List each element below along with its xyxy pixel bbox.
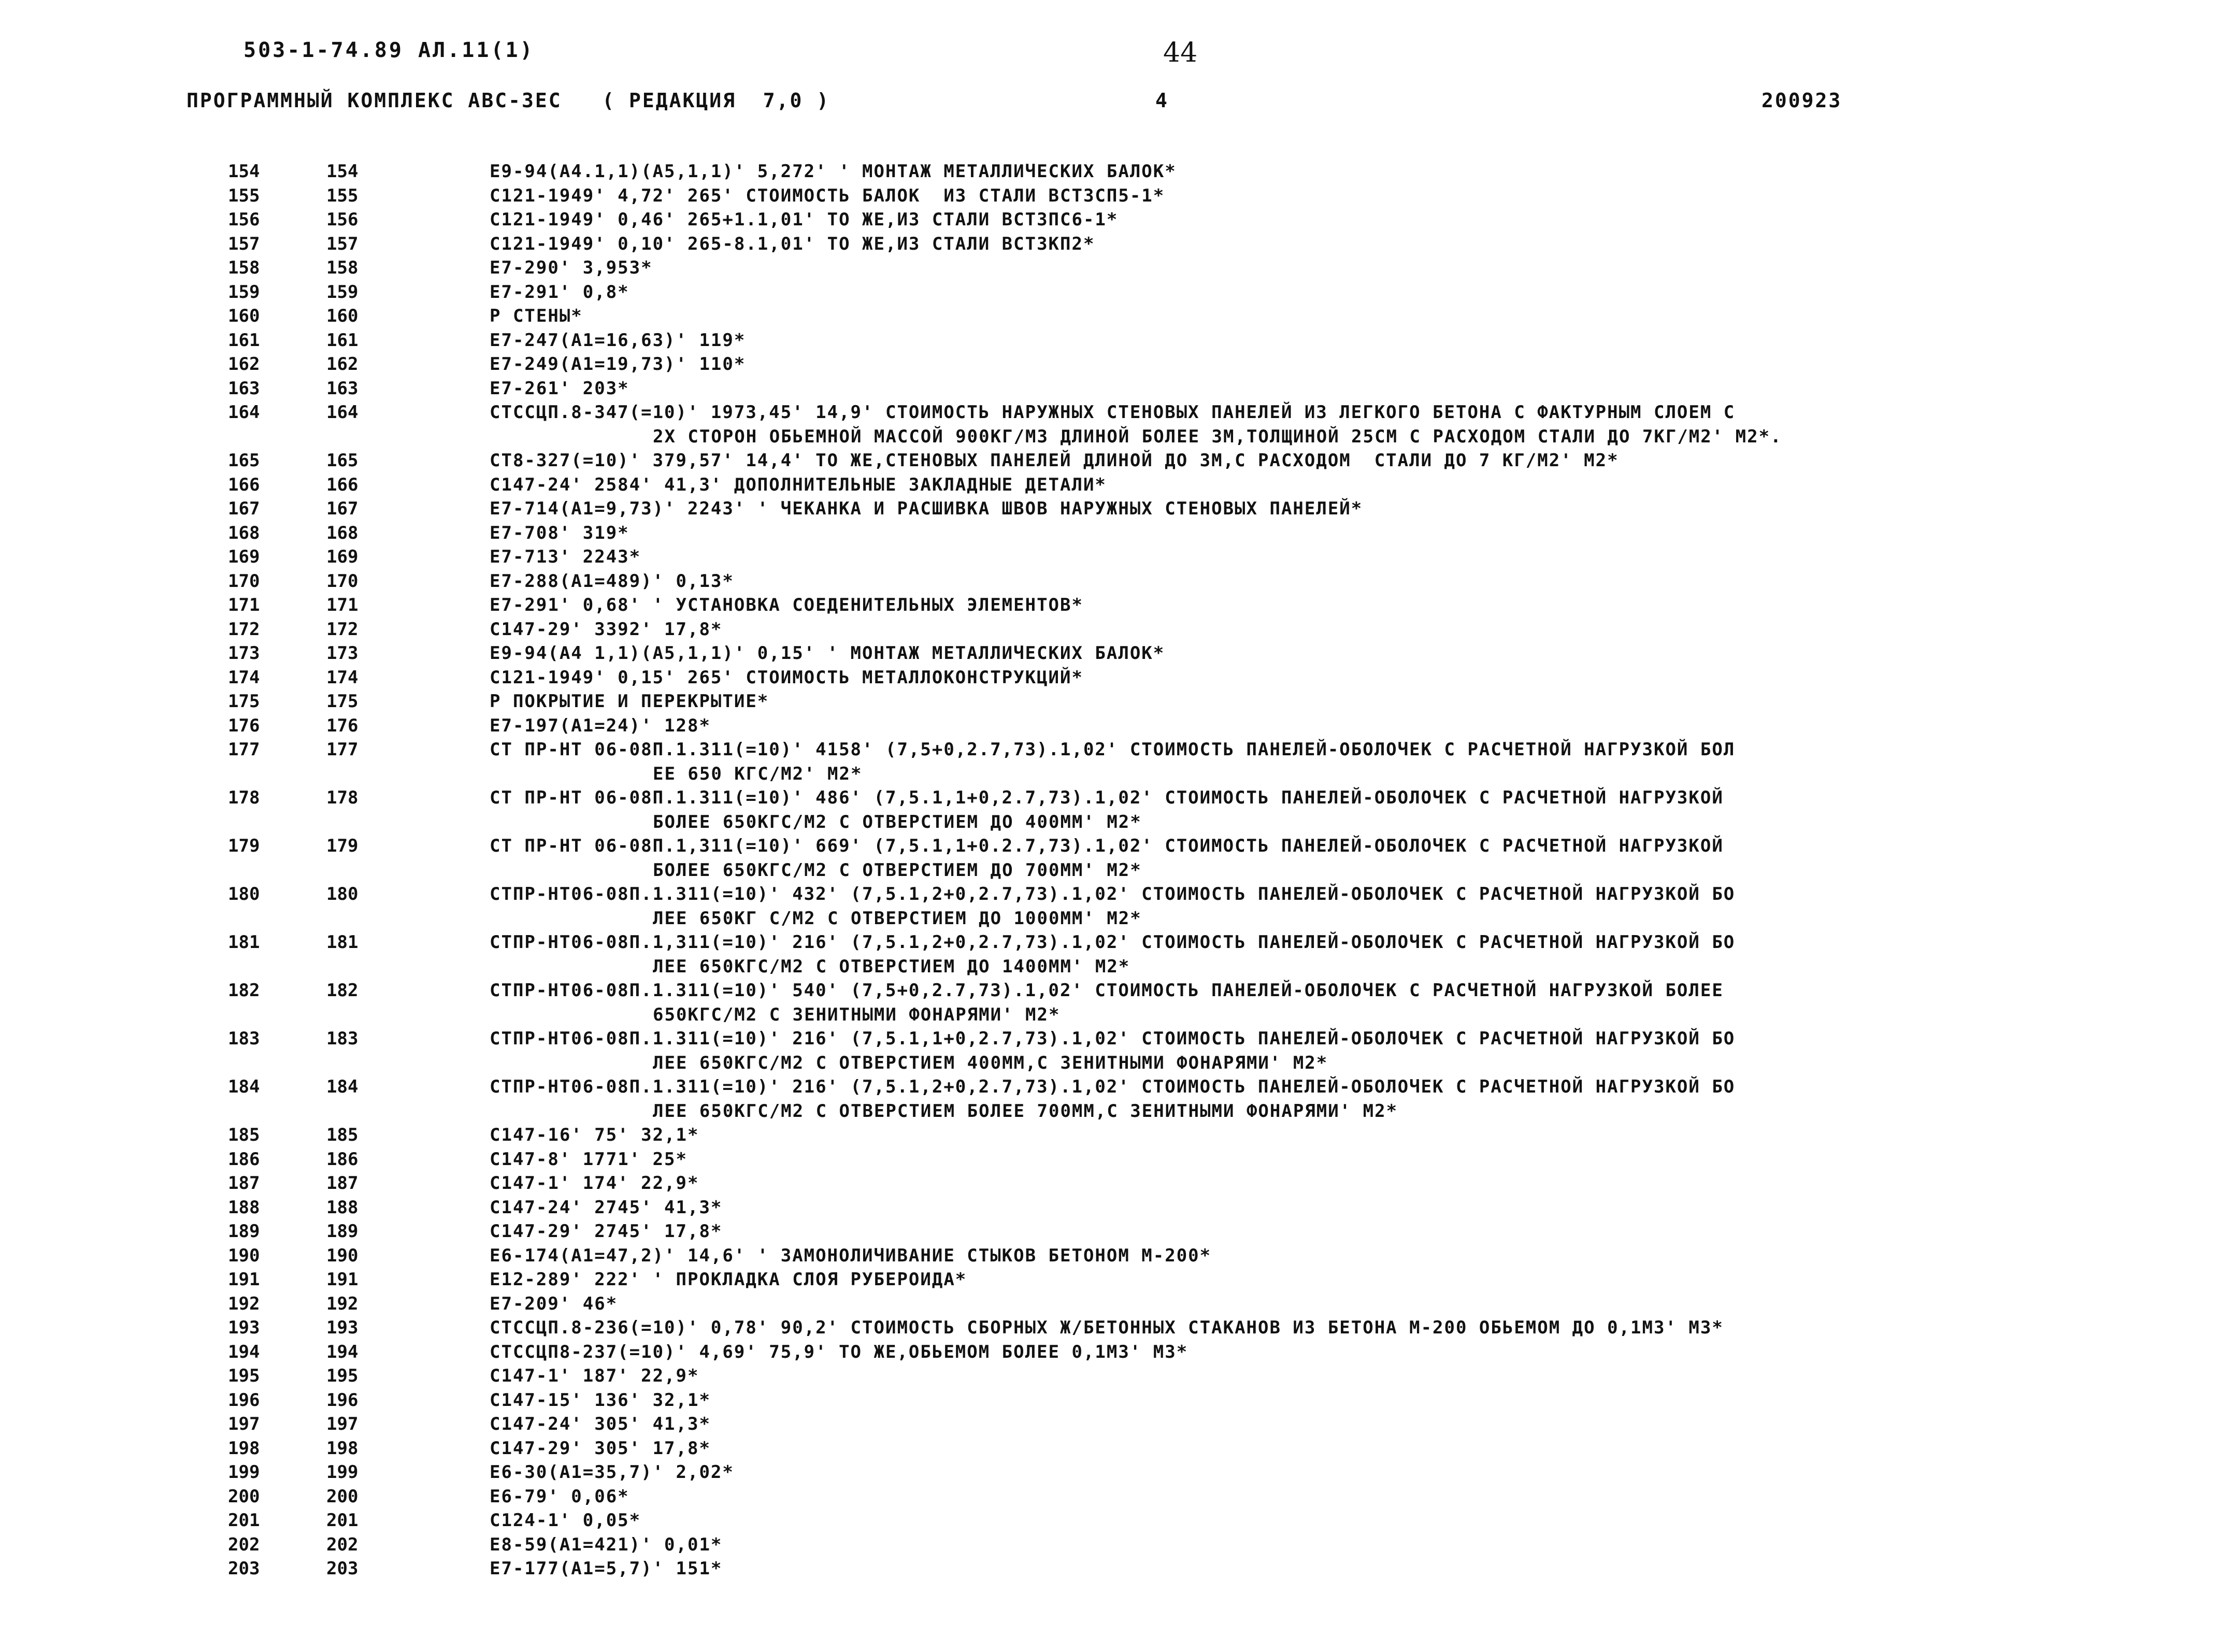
line-number: 166	[228, 474, 260, 495]
record-number: 199	[326, 1462, 359, 1483]
record-number: 181	[326, 932, 359, 953]
record-number: 193	[326, 1317, 359, 1338]
listing-row	[228, 930, 2103, 979]
record-text: Е7-713' 2243*	[490, 547, 641, 567]
line-number: 161	[228, 329, 260, 351]
listing-row	[228, 1292, 2103, 1316]
record-text: Р СТЕНЫ*	[490, 306, 583, 326]
record-number: 195	[326, 1366, 359, 1386]
listing-row	[228, 1485, 2103, 1509]
line-number: 191	[228, 1269, 260, 1290]
record-text: Е7-288(А1=489)' 0,13*	[490, 570, 734, 592]
document-code: 503-1-74.89 АЛ.11(1)	[244, 38, 535, 62]
line-number: 182	[228, 980, 260, 1001]
line-number: 157	[228, 233, 260, 254]
listing-row	[228, 714, 2103, 738]
record-number: 155	[326, 185, 359, 206]
line-number: 194	[228, 1341, 260, 1362]
record-text: СТПР-НТ06-08П.1,311(=10)' 216' (7,5.1,2+0,2.7,73).1,02' СТОИМОСТЬ ПАНЕЛЕЙ-ОБОЛОЧЕК С РАСЧЕТНОЙ НАГРУЗКОЙ БО	[490, 932, 1736, 953]
listing-row	[228, 1364, 2103, 1388]
listing-row	[228, 641, 2103, 666]
listing-row	[228, 1244, 2103, 1268]
record-number: 165	[326, 450, 359, 471]
record-text: СТПР-НТ06-08П.1.311(=10)' 540' (7,5+0,2.7,73).1,02' СТОИМОСТЬ ПАНЕЛЕЙ-ОБОЛОЧЕК С РАСЧЕТНОЙ НАГРУЗКОЙ БОЛЕЕ	[490, 980, 1724, 1001]
record-text: Е8-59(А1=421)' 0,01*	[490, 1534, 723, 1555]
listing-row	[228, 1412, 2103, 1436]
line-number: 185	[228, 1125, 260, 1145]
record-number: 201	[326, 1510, 359, 1531]
record-text-continuation: ЛЕЕ 650КГС/М2 С ОТВЕРСТИЕМ ДО 1400ММ' М2*	[653, 956, 1130, 977]
listing-row	[228, 1075, 2103, 1123]
record-text: СТПР-НТ06-08П.1.311(=10)' 216' (7,5.1,1+0,2.7,73).1,02' СТОИМОСТЬ ПАНЕЛЕЙ-ОБОЛОЧЕК С РАСЧЕТНОЙ НАГРУЗКОЙ БО	[490, 1028, 1736, 1049]
line-number: 181	[228, 932, 260, 953]
listing	[228, 160, 2103, 1581]
record-text: С147-15' 136' 32,1*	[490, 1389, 711, 1411]
record-number: 161	[326, 329, 359, 351]
record-number: 157	[326, 233, 359, 254]
record-number: 160	[326, 306, 359, 326]
record-text: С147-1' 187' 22,9*	[490, 1366, 699, 1386]
record-number: 197	[326, 1414, 359, 1434]
record-number: 194	[326, 1341, 359, 1362]
record-text: Е9-94(А4 1,1)(А5,1,1)' 0,15' ' МОНТАЖ МЕТАЛЛИЧЕСКИХ БАЛОК*	[490, 643, 1165, 664]
sheet-number: 4	[1155, 89, 1167, 112]
record-text: С121-1949' 0,46' 265+1.1,01' ТО ЖЕ,ИЗ СТАЛИ ВСТ3ПС6-1*	[490, 209, 1119, 230]
listing-row	[228, 689, 2103, 714]
record-number: 168	[326, 522, 359, 543]
line-number: 163	[228, 378, 260, 399]
record-number: 186	[326, 1148, 359, 1170]
record-text-continuation: БОЛЕЕ 650КГС/М2 С ОТВЕРСТИЕМ ДО 700ММ' М2*	[653, 859, 1142, 881]
listing-row	[228, 593, 2103, 617]
listing-row	[228, 1147, 2103, 1172]
record-text: СТ ПР-НТ 06-08П.1.311(=10)' 4158' (7,5+0,2.7,73).1,02' СТОИМОСТЬ ПАНЕЛЕЙ-ОБОЛОЧЕК С РАСЧЕТНОЙ НАГРУЗКОЙ БОЛ	[490, 739, 1736, 760]
listing-row	[228, 979, 2103, 1027]
listing-row	[228, 208, 2103, 232]
listing-row	[228, 352, 2103, 377]
line-number: 154	[228, 161, 260, 182]
line-number: 178	[228, 787, 260, 808]
line-number: 169	[228, 547, 260, 567]
line-number: 200	[228, 1486, 260, 1507]
line-number: 156	[228, 209, 260, 230]
listing-row	[228, 1388, 2103, 1413]
listing-row	[228, 473, 2103, 497]
record-number: 203	[326, 1558, 359, 1579]
listing-row	[228, 617, 2103, 642]
listing-row	[228, 497, 2103, 521]
record-text: СТ8-327(=10)' 379,57' 14,4' ТО ЖЕ,СТЕНОВЫХ ПАНЕЛЕЙ ДЛИНОЙ ДО 3М,С РАСХОДОМ СТАЛИ ДО 7 КГ/М2' М2*	[490, 450, 1619, 471]
line-number: 188	[228, 1197, 260, 1218]
record-number: 179	[326, 836, 359, 856]
record-number: 200	[326, 1486, 359, 1507]
line-number: 158	[228, 257, 260, 278]
record-text: Е7-197(А1=24)' 128*	[490, 715, 711, 736]
line-number: 195	[228, 1366, 260, 1386]
record-text: С147-8' 1771' 25*	[490, 1148, 688, 1170]
listing-row	[228, 1533, 2103, 1557]
record-number: 198	[326, 1438, 359, 1459]
record-text-continuation: ЕЕ 650 КГС/М2' М2*	[653, 763, 863, 784]
listing-row	[228, 786, 2103, 834]
record-text: Е7-249(А1=19,73)' 110*	[490, 354, 746, 375]
record-number: 166	[326, 474, 359, 495]
record-number: 202	[326, 1534, 359, 1555]
record-number: 187	[326, 1173, 359, 1194]
record-text-continuation: 650КГС/М2 С ЗЕНИТНЫМИ ФОНАРЯМИ' М2*	[653, 1004, 1061, 1025]
record-text: СТ ПР-НТ 06-08П.1.311(=10)' 486' (7,5.1,1+0,2.7,73).1,02' СТОИМОСТЬ ПАНЕЛЕЙ-ОБОЛОЧЕК С РАСЧЕТНОЙ НАГРУЗКОЙ	[490, 787, 1724, 808]
line-number: 202	[228, 1534, 260, 1555]
line-number: 193	[228, 1317, 260, 1338]
record-number: 173	[326, 643, 359, 664]
record-number: 189	[326, 1221, 359, 1242]
listing-row	[228, 304, 2103, 328]
listing-row	[228, 1557, 2103, 1581]
listing-row	[228, 1268, 2103, 1292]
line-number: 174	[228, 667, 260, 688]
listing-row	[228, 569, 2103, 594]
record-text: Е9-94(А4.1,1)(А5,1,1)' 5,272' ' МОНТАЖ МЕТАЛЛИЧЕСКИХ БАЛОК*	[490, 161, 1177, 182]
record-text: С147-24' 305' 41,3*	[490, 1414, 711, 1434]
listing-row	[228, 738, 2103, 786]
record-text: СТ ПР-НТ 06-08П.1,311(=10)' 669' (7,5.1,1+0.2.7,73).1,02' СТОИМОСТЬ ПАНЕЛЕЙ-ОБОЛОЧЕК С РАСЧЕТНОЙ НАГРУЗКОЙ	[490, 836, 1724, 856]
record-number: 184	[326, 1076, 359, 1097]
record-text: СТССЦП8-237(=10)' 4,69' 75,9' ТО ЖЕ,ОБЬЕМОМ БОЛЕЕ 0,1М3' М3*	[490, 1341, 1188, 1362]
listing-row	[228, 184, 2103, 208]
record-text: Е7-261' 203*	[490, 378, 629, 399]
record-text: С147-24' 2745' 41,3*	[490, 1197, 723, 1218]
program-title: ПРОГРАММНЫЙ КОМПЛЕКС АВС-3ЕС ( РЕДАКЦИЯ 7,0 )	[187, 89, 830, 112]
line-number: 190	[228, 1245, 260, 1266]
record-text: Е6-174(А1=47,2)' 14,6' ' ЗАМОНОЛИЧИВАНИЕ СТЫКОВ БЕТОНОМ М-200*	[490, 1245, 1212, 1266]
record-number: 182	[326, 980, 359, 1001]
record-text: Е6-79' 0,06*	[490, 1486, 629, 1507]
listing-row	[228, 377, 2103, 401]
record-text-continuation: 2Х СТОРОН ОБЬЕМНОЙ МАССОЙ 900КГ/М3 ДЛИНОЙ БОЛЕЕ 3М,ТОЛЩИНОЙ 25СМ С РАСХОДОМ СТАЛИ ДО 7КГ/М2' М2*.	[653, 426, 1782, 447]
record-number: 162	[326, 354, 359, 375]
record-text: Е6-30(А1=35,7)' 2,02*	[490, 1462, 734, 1483]
line-number: 199	[228, 1462, 260, 1483]
record-number: 191	[326, 1269, 359, 1290]
record-number: 154	[326, 161, 359, 182]
listing-row	[228, 545, 2103, 569]
line-number: 198	[228, 1438, 260, 1459]
line-number: 179	[228, 836, 260, 856]
record-text: СТССЦП.8-347(=10)' 1973,45' 14,9' СТОИМОСТЬ НАРУЖНЫХ СТЕНОВЫХ ПАНЕЛЕЙ ИЗ ЛЕГКОГО БЕТОНА С ФАКТУРНЫМ СЛОЕМ С	[490, 402, 1736, 423]
record-number: 164	[326, 402, 359, 423]
record-number: 183	[326, 1028, 359, 1049]
listing-row	[228, 1171, 2103, 1196]
record-text: Е12-289' 222' ' ПРОКЛАДКА СЛОЯ РУБЕРОИДА*	[490, 1269, 967, 1290]
line-number: 192	[228, 1293, 260, 1314]
listing-row	[228, 1219, 2103, 1244]
line-number: 196	[228, 1389, 260, 1411]
line-number: 162	[228, 354, 260, 375]
line-number: 168	[228, 522, 260, 543]
line-number: 160	[228, 306, 260, 326]
listing-row	[228, 328, 2103, 353]
listing-row	[228, 160, 2103, 184]
line-number: 177	[228, 739, 260, 760]
record-text: С147-29' 305' 17,8*	[490, 1438, 711, 1459]
listing-row	[228, 280, 2103, 305]
record-text: С121-1949' 0,10' 265-8.1,01' ТО ЖЕ,ИЗ СТАЛИ ВСТ3КП2*	[490, 233, 1095, 254]
listing-row	[228, 256, 2103, 280]
listing-row	[228, 449, 2103, 473]
record-text: Е7-177(А1=5,7)' 151*	[490, 1558, 723, 1579]
record-text: С147-1' 174' 22,9*	[490, 1173, 699, 1194]
record-number: 190	[326, 1245, 359, 1266]
record-number: 192	[326, 1293, 359, 1314]
record-number: 175	[326, 691, 359, 712]
record-text: Е7-291' 0,68' ' УСТАНОВКА СОЕДЕНИТЕЛЬНЫХ ЭЛЕМЕНТОВ*	[490, 595, 1083, 615]
line-number: 159	[228, 281, 260, 303]
record-text: СТПР-НТ06-08П.1.311(=10)' 432' (7,5.1,2+0,2.7,73).1,02' СТОИМОСТЬ ПАНЕЛЕЙ-ОБОЛОЧЕК С РАСЧЕТНОЙ НАГРУЗКОЙ БО	[490, 884, 1736, 904]
record-number: 177	[326, 739, 359, 760]
line-number: 201	[228, 1510, 260, 1531]
record-number: 169	[326, 547, 359, 567]
record-number: 188	[326, 1197, 359, 1218]
record-text-continuation: БОЛЕЕ 650КГС/М2 С ОТВЕРСТИЕМ ДО 400ММ' М2*	[653, 811, 1142, 832]
listing-row	[228, 1460, 2103, 1485]
line-number: 165	[228, 450, 260, 471]
record-text: Е7-290' 3,953*	[490, 257, 653, 278]
line-number: 197	[228, 1414, 260, 1434]
print-date: 200923	[1762, 89, 1842, 112]
listing-row	[228, 1196, 2103, 1220]
record-text: СТПР-НТ06-08П.1.311(=10)' 216' (7,5.1,2+0,2.7,73).1,02' СТОИМОСТЬ ПАНЕЛЕЙ-ОБОЛОЧЕК С РАСЧЕТНОЙ НАГРУЗКОЙ БО	[490, 1076, 1736, 1097]
record-text: Е7-209' 46*	[490, 1293, 618, 1314]
listing-row	[228, 1340, 2103, 1364]
record-number: 156	[326, 209, 359, 230]
record-number: 185	[326, 1125, 359, 1145]
line-number: 189	[228, 1221, 260, 1242]
record-text: Е7-714(А1=9,73)' 2243' ' ЧЕКАНКА И РАСШИВКА ШВОВ НАРУЖНЫХ СТЕНОВЫХ ПАНЕЛЕЙ*	[490, 498, 1363, 519]
line-number: 155	[228, 185, 260, 206]
record-text: С121-1949' 0,15' 265' СТОИМОСТЬ МЕТАЛЛОКОНСТРУКЦИЙ*	[490, 667, 1083, 688]
record-number: 196	[326, 1389, 359, 1411]
record-number: 172	[326, 619, 359, 640]
listing-row	[228, 1436, 2103, 1461]
listing-row	[228, 1027, 2103, 1075]
line-number: 173	[228, 643, 260, 664]
listing-row	[228, 834, 2103, 882]
line-number: 180	[228, 884, 260, 904]
record-text: С147-29' 3392' 17,8*	[490, 619, 723, 640]
record-text: Е7-247(А1=16,63)' 119*	[490, 329, 746, 351]
record-number: 167	[326, 498, 359, 519]
listing-row	[228, 1123, 2103, 1147]
line-number: 203	[228, 1558, 260, 1579]
record-text: С124-1' 0,05*	[490, 1510, 641, 1531]
line-number: 164	[228, 402, 260, 423]
record-text-continuation: ЛЕЕ 650КГС/М2 С ОТВЕРСТИЕМ 400ММ,С ЗЕНИТНЫМИ ФОНАРЯМИ' М2*	[653, 1052, 1328, 1073]
record-text: Р ПОКРЫТИЕ И ПЕРЕКРЫТИЕ*	[490, 691, 769, 712]
line-number: 187	[228, 1173, 260, 1194]
record-number: 170	[326, 570, 359, 592]
record-number: 163	[326, 378, 359, 399]
line-number: 186	[228, 1148, 260, 1170]
listing-row	[228, 232, 2103, 256]
record-text: С147-24' 2584' 41,3' ДОПОЛНИТЕЛЬНЫЕ ЗАКЛАДНЫЕ ДЕТАЛИ*	[490, 474, 1107, 495]
record-number: 158	[326, 257, 359, 278]
listing-row	[228, 882, 2103, 930]
record-number: 178	[326, 787, 359, 808]
record-text: Е7-708' 319*	[490, 522, 629, 543]
record-number: 176	[326, 715, 359, 736]
page-number: 44	[1163, 37, 1198, 68]
line-number: 183	[228, 1028, 260, 1049]
line-number: 167	[228, 498, 260, 519]
record-text: Е7-291' 0,8*	[490, 281, 629, 303]
line-number: 175	[228, 691, 260, 712]
line-number: 172	[228, 619, 260, 640]
listing-row	[228, 666, 2103, 690]
line-number: 170	[228, 570, 260, 592]
record-text-continuation: ЛЕЕ 650КГС/М2 С ОТВЕРСТИЕМ БОЛЕЕ 700ММ,С ЗЕНИТНЫМИ ФОНАРЯМИ' М2*	[653, 1100, 1398, 1122]
record-number: 171	[326, 595, 359, 615]
record-number: 180	[326, 884, 359, 904]
listing-row	[228, 1316, 2103, 1340]
line-number: 171	[228, 595, 260, 615]
record-number: 159	[326, 281, 359, 303]
record-text: С147-29' 2745' 17,8*	[490, 1221, 723, 1242]
record-text: СТССЦП.8-236(=10)' 0,78' 90,2' СТОИМОСТЬ СБОРНЫХ Ж/БЕТОННЫХ СТАКАНОВ ИЗ БЕТОНА М-200 ОБЬЕМОМ ДО 0,1М3' М3*	[490, 1317, 1724, 1338]
line-number: 184	[228, 1076, 260, 1097]
record-text: С121-1949' 4,72' 265' СТОИМОСТЬ БАЛОК ИЗ СТАЛИ ВСТ3СП5-1*	[490, 185, 1165, 206]
line-number: 176	[228, 715, 260, 736]
record-number: 174	[326, 667, 359, 688]
listing-row	[228, 400, 2103, 449]
listing-row	[228, 521, 2103, 545]
record-text-continuation: ЛЕЕ 650КГ С/М2 С ОТВЕРСТИЕМ ДО 1000ММ' М2*	[653, 908, 1142, 929]
record-text: С147-16' 75' 32,1*	[490, 1125, 699, 1145]
listing-row	[228, 1509, 2103, 1533]
